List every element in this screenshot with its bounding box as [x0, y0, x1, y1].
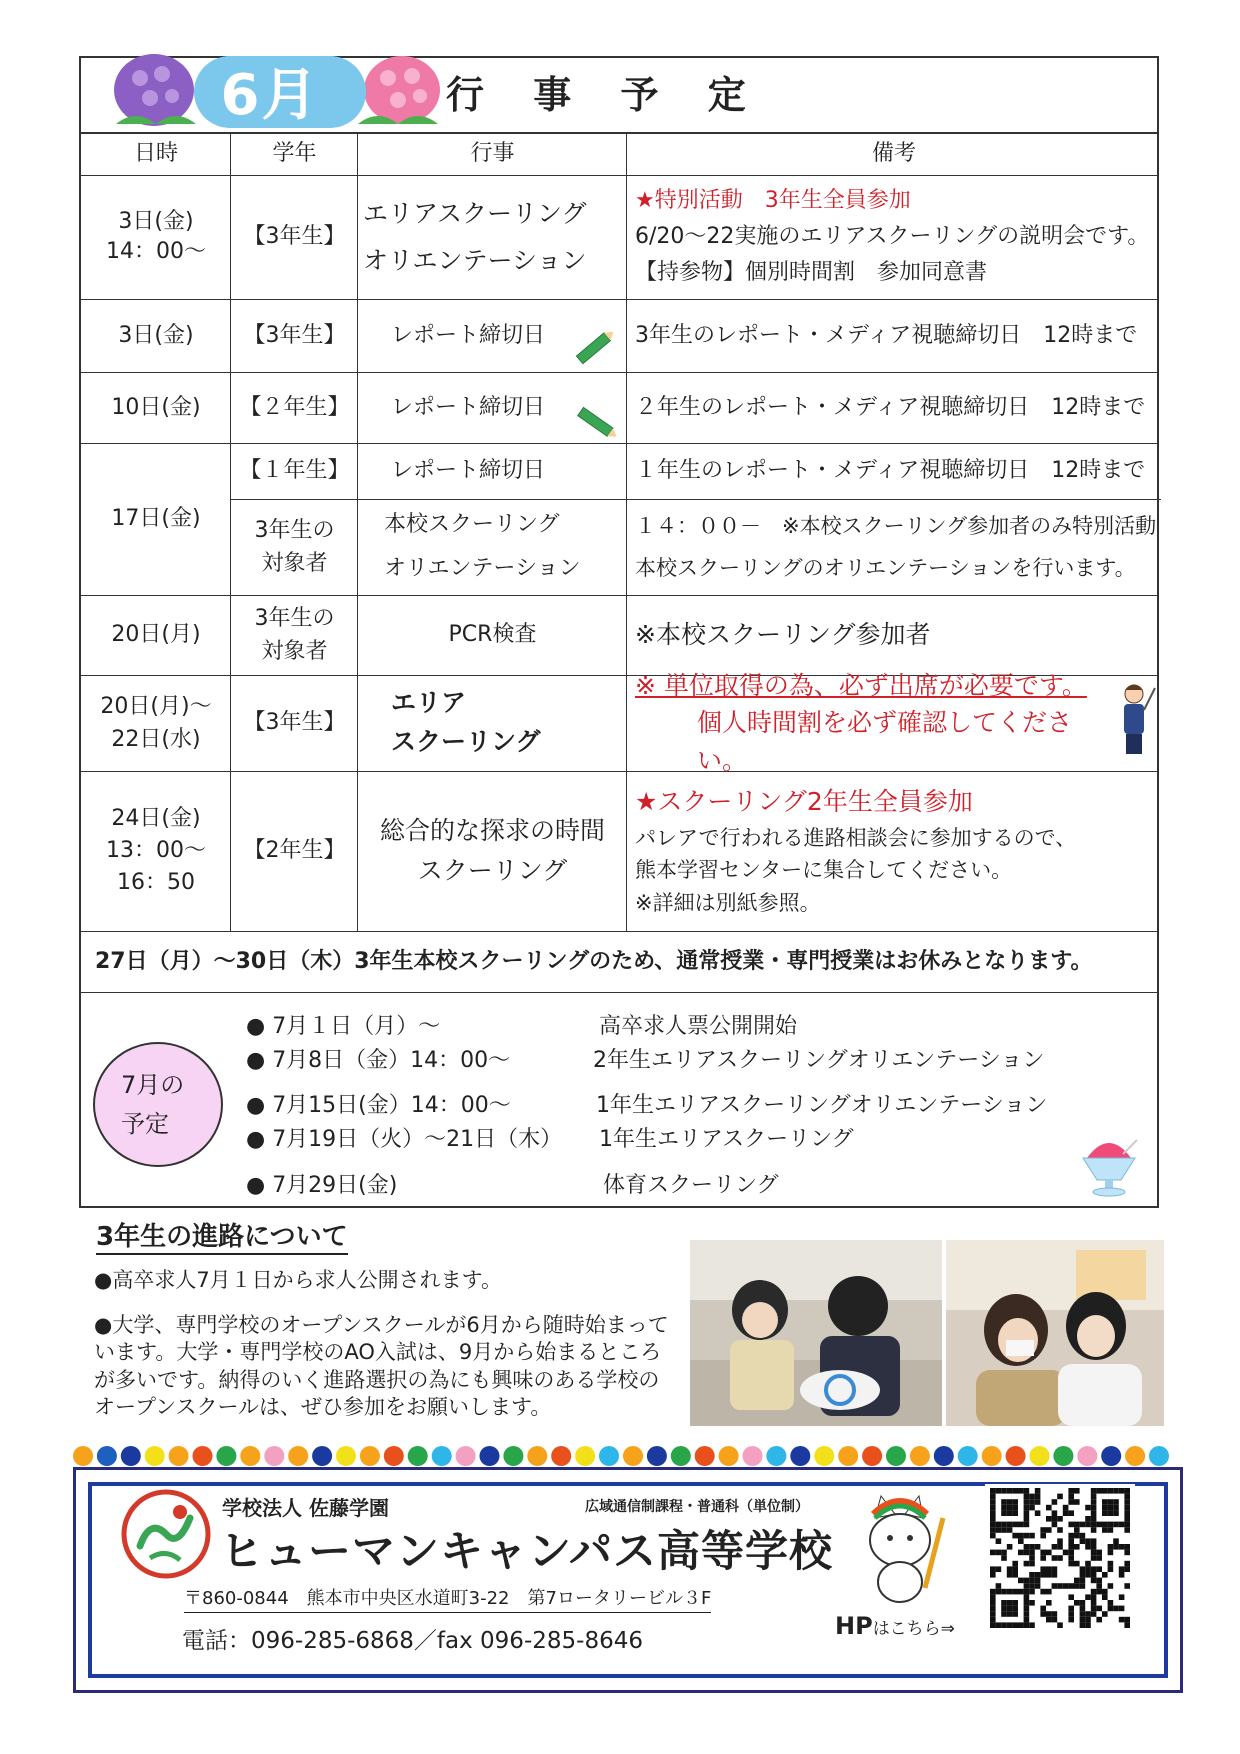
mascot-cat-icon [845, 1488, 955, 1606]
hp-link[interactable]: HPはこちら⇒ [835, 1612, 955, 1640]
notes: ※ 単位取得の為、必ず出席が必要です。 個人時間割を必ず確認してください。 [635, 670, 1087, 775]
notes: １年生のレポート・メディア視聴締切日 12時まで [635, 458, 1146, 484]
list-item: ● 7月１日（月）～ [246, 1014, 441, 1039]
dot [599, 1446, 619, 1466]
corp-name: 学校法人 佐藤学園 [222, 1496, 389, 1520]
event: エリアスクーリング オリエンテーション [363, 198, 587, 275]
dot [551, 1446, 571, 1466]
notice: 27日（月）～30日（木）3年生本校スクーリングのため、通常授業・専門授業はお休みとなります。 [95, 948, 1093, 974]
career-paragraph: ●高卒求人7月１日から求人公開されます。 [94, 1268, 503, 1292]
grade: 3年生の 対象者 [254, 606, 335, 664]
event: レポート締切日 [391, 322, 546, 348]
notes: １４：００－ ※本校スクーリング参加者のみ特別活動 本校スクーリングのオリエンテーションを行います。 [635, 514, 1157, 580]
dot [958, 1446, 978, 1466]
dot [647, 1446, 667, 1466]
dot [193, 1446, 213, 1466]
grade: 【2年生】 [243, 838, 346, 864]
dot [623, 1446, 643, 1466]
qr-code-icon[interactable] [985, 1484, 1135, 1632]
dot [671, 1446, 691, 1466]
career-paragraph: ●大学、専門学校のオープンスクールが6月から随時始まって います。大学・専門学校のAO入試は、9月から始まるところ が多いです。納得のいく進路選択の為にも興味のある学校の オープンスクールは、ぜひ参加をお願いします。 [94, 1313, 669, 1419]
list-item: ● 7月29日(金) [246, 1173, 398, 1198]
grade: 【１年生】 [239, 458, 350, 484]
notes: ★スクーリング2年生全員参加 パレアで行われる進路相談会に参加するので、 熊本学習センターに集合してください。 ※詳細は別紙参照。 [635, 786, 1077, 915]
dot [432, 1446, 452, 1466]
pencil-icon [571, 324, 619, 370]
grade: 【3年生】 [243, 322, 346, 348]
dot [240, 1446, 260, 1466]
event: レポート締切日 [391, 394, 546, 420]
dot [934, 1446, 954, 1466]
dot [766, 1446, 786, 1466]
students-photo [690, 1240, 942, 1426]
event: PCR検査 [448, 622, 537, 648]
col-header-notes: 備考 [871, 140, 916, 166]
month-label: 6月 [220, 63, 320, 128]
grade: 【２年生】 [239, 394, 350, 420]
dot [1101, 1446, 1121, 1466]
dot [384, 1446, 404, 1466]
dot [886, 1446, 906, 1466]
dot [1006, 1446, 1026, 1466]
dot [456, 1446, 476, 1466]
page-title: 行 事 予 定 [446, 73, 764, 117]
list-item: 2年生エリアスクーリングオリエンテーション [593, 1048, 1045, 1073]
dot [1149, 1446, 1169, 1466]
shaved-ice-icon [1077, 1128, 1141, 1200]
date: 24日(金) 13：00～ 16：50 [106, 806, 206, 895]
dot [121, 1446, 141, 1466]
list-item: 高卒求人票公開開始 [599, 1014, 798, 1039]
dot [288, 1446, 308, 1466]
date: 20日(月) [111, 622, 201, 648]
dot [862, 1446, 882, 1466]
dot [1125, 1446, 1145, 1466]
dot [1077, 1446, 1097, 1466]
course-name: 広域通信制課程・普通科（単位制） [585, 1499, 809, 1515]
dot [97, 1446, 117, 1466]
teacher-illustration [1111, 680, 1157, 766]
list-item: ● 7月15日(金）14：00～ [246, 1093, 511, 1118]
dot [145, 1446, 165, 1466]
career-heading: 3年生の進路について [96, 1222, 348, 1255]
dot [719, 1446, 739, 1466]
school-logo-icon [120, 1488, 212, 1580]
dot [216, 1446, 236, 1466]
grade: 3年生の 対象者 [254, 518, 335, 576]
dot [360, 1446, 380, 1466]
notes: ※本校スクーリング参加者 [635, 620, 931, 650]
july-badge: 7月の 予定 [93, 1042, 223, 1167]
col-header-date: 日時 [133, 140, 178, 166]
address: 〒860-0844 熊本市中央区水道町3-22 第7ロータリービル３F [184, 1584, 711, 1613]
list-item: 1年生エリアスクーリングオリエンテーション [596, 1093, 1048, 1118]
dot [982, 1446, 1002, 1466]
notes: 3年生のレポート・メディア視聴締切日 12時まで [635, 322, 1138, 348]
hydrangea-right [358, 56, 440, 124]
col-header-event: 行事 [470, 140, 515, 166]
dot [790, 1446, 810, 1466]
dot [264, 1446, 284, 1466]
dot [1053, 1446, 1073, 1466]
dot [73, 1446, 93, 1466]
dot [838, 1446, 858, 1466]
event: 本校スクーリング オリエンテーション [384, 512, 581, 581]
date: 17日(金) [111, 506, 201, 532]
dot [910, 1446, 930, 1466]
dot [575, 1446, 595, 1466]
list-item: ● 7月8日（金）14：00～ [246, 1048, 511, 1073]
list-item: 体育スクーリング [603, 1173, 779, 1198]
phone: 電話：096-285-6868／fax 096-285-8646 [182, 1628, 643, 1654]
school-name: ヒューマンキャンパス高等学校 [220, 1527, 833, 1577]
date: 3日(金) [118, 209, 194, 235]
event: 総合的な探求の時間 スクーリング [379, 816, 605, 885]
dot [814, 1446, 834, 1466]
table-row [81, 175, 231, 299]
list-item: 1年生エリアスクーリング [599, 1127, 854, 1152]
dot [503, 1446, 523, 1466]
date: 10日(金) [111, 394, 201, 420]
schedule-table [79, 56, 1159, 1208]
dot [169, 1446, 189, 1466]
dot-divider [71, 1444, 1171, 1468]
grade: 【3年生】 [243, 224, 346, 250]
dot [527, 1446, 547, 1466]
event: レポート締切日 [391, 458, 546, 484]
date: 3日(金) [118, 322, 194, 348]
grade: 【3年生】 [243, 710, 346, 736]
dot [480, 1446, 500, 1466]
dot [743, 1446, 763, 1466]
dot [336, 1446, 356, 1466]
dot [695, 1446, 715, 1466]
date: 20日(月)～ 22日(水) [100, 694, 212, 752]
pencil-icon [573, 400, 621, 446]
notes: ★特別活動 3年生全員参加 6/20～22実施のエリアスクーリングの説明会です。 【持参物】個別時間割 参加同意書 [635, 187, 1150, 286]
time: 14：00～ [106, 239, 206, 264]
dot [312, 1446, 332, 1466]
notes: ２年生のレポート・メディア視聴締切日 12時まで [635, 394, 1146, 420]
dot [408, 1446, 428, 1466]
dot [1030, 1446, 1050, 1466]
hydrangea-left [114, 54, 196, 126]
list-item: ● 7月19日（火）～21日（木） [246, 1127, 563, 1152]
students-photo [946, 1240, 1164, 1426]
col-header-grade: 学年 [272, 140, 317, 166]
event: エリア スクーリング [391, 688, 541, 756]
